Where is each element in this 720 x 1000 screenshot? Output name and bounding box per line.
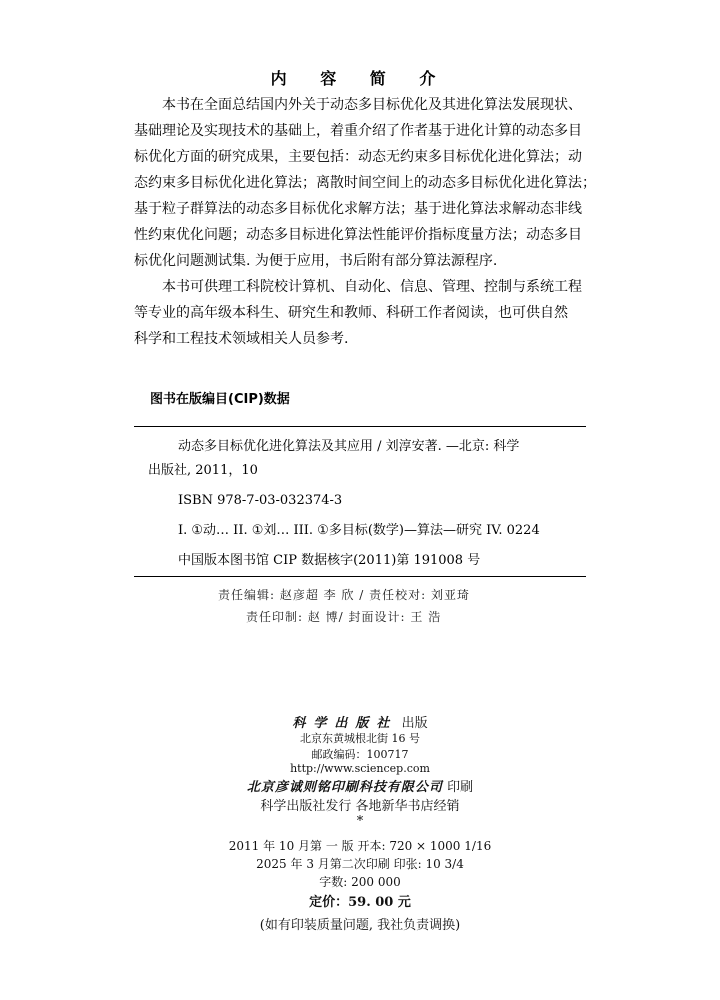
publisher-postcode: 邮政编码：100717 — [311, 748, 409, 761]
divider — [134, 576, 586, 577]
intro-text-line: 标优化问题测试集. 为便于应用，书后附有部分算法源程序. — [134, 253, 498, 269]
publisher-address: 北京东黄城根北街 16 号 — [300, 732, 420, 745]
publisher-suffix: 出版 — [401, 716, 428, 731]
printer-logo: 北京彦诚则铭印刷科技有限公司 — [246, 780, 443, 795]
publisher-line — [0, 712, 720, 731]
cip-number: 中国版本图书馆 CIP 数据核字(2011)第 191008 号 — [178, 553, 481, 568]
section-title: 内 容 简 介 — [270, 69, 450, 88]
divider — [134, 426, 586, 427]
separator-mark: * — [356, 814, 364, 829]
intro-text-line: 基于粒子群算法的动态多目标优化求解方法；基于进化算法求解动态非线 — [134, 201, 582, 217]
intro-text-line: 等专业的高年级本科生、研究生和教师、科研工作者阅读，也可供自然 — [134, 305, 568, 321]
cip-heading: 图书在版编目(CIP)数据 — [150, 392, 290, 407]
intro-text-line: 标优化方面的研究成果，主要包括：动态无约束多目标优化进化算法；动 — [134, 149, 582, 165]
cip-publisher-line: 出版社, 2011，10 — [148, 463, 258, 478]
publisher-logo: 科学出版社 — [292, 716, 398, 731]
editor-credits: 责任编辑: 赵彦超 李 欣 / 责任校对: 刘亚琦 — [218, 588, 471, 602]
publisher-website: http://www.sciencep.com — [290, 762, 430, 775]
production-credits: 责任印制: 赵 博/ 封面设计: 王 浩 — [246, 610, 442, 624]
intro-text-line: 本书在全面总结国内外关于动态多目标优化及其进化算法发展现状、 — [134, 97, 582, 113]
word-count: 字数: 200 000 — [319, 875, 401, 889]
printer-line — [0, 776, 720, 795]
printer-suffix: 印刷 — [447, 780, 474, 795]
intro-text-line: 科学和工程技术领域相关人员参考. — [134, 331, 349, 347]
cip-isbn: ISBN 978-7-03-032374-3 — [178, 493, 343, 508]
intro-text-line: 性约束优化问题；动态多目标进化算法性能评价指标度量方法；动态多目 — [134, 227, 582, 243]
edition-info: 2011 年 10 月第 一 版 开本: 720 × 1000 1/16 — [228, 839, 492, 853]
intro-text-line: 态约束多目标优化进化算法；离散时间空间上的动态多目标优化进化算法； — [134, 175, 596, 191]
intro-text-line: 本书可供理工科院校计算机、自动化、信息、管理、控制与系统工程 — [134, 279, 582, 295]
distribution-line: 科学出版社发行 各地新华书店经销 — [260, 799, 460, 814]
printing-info: 2025 年 3 月第二次印刷 印张: 10 3/4 — [256, 857, 464, 871]
cip-classification: I. ①动… II. ①刘… III. ①多目标(数学)—算法—研究 IV. 0224 — [178, 523, 540, 538]
quality-notice: (如有印装质量问题, 我社负责调换) — [259, 918, 461, 933]
price: 定价：59. 00 元 — [309, 895, 411, 910]
cip-title-line: 动态多目标优化进化算法及其应用 / 刘淳安著. —北京: 科学 — [178, 439, 520, 454]
intro-text-line: 基础理论及实现技术的基础上，着重介绍了作者基于进化计算的动态多目 — [134, 123, 582, 139]
